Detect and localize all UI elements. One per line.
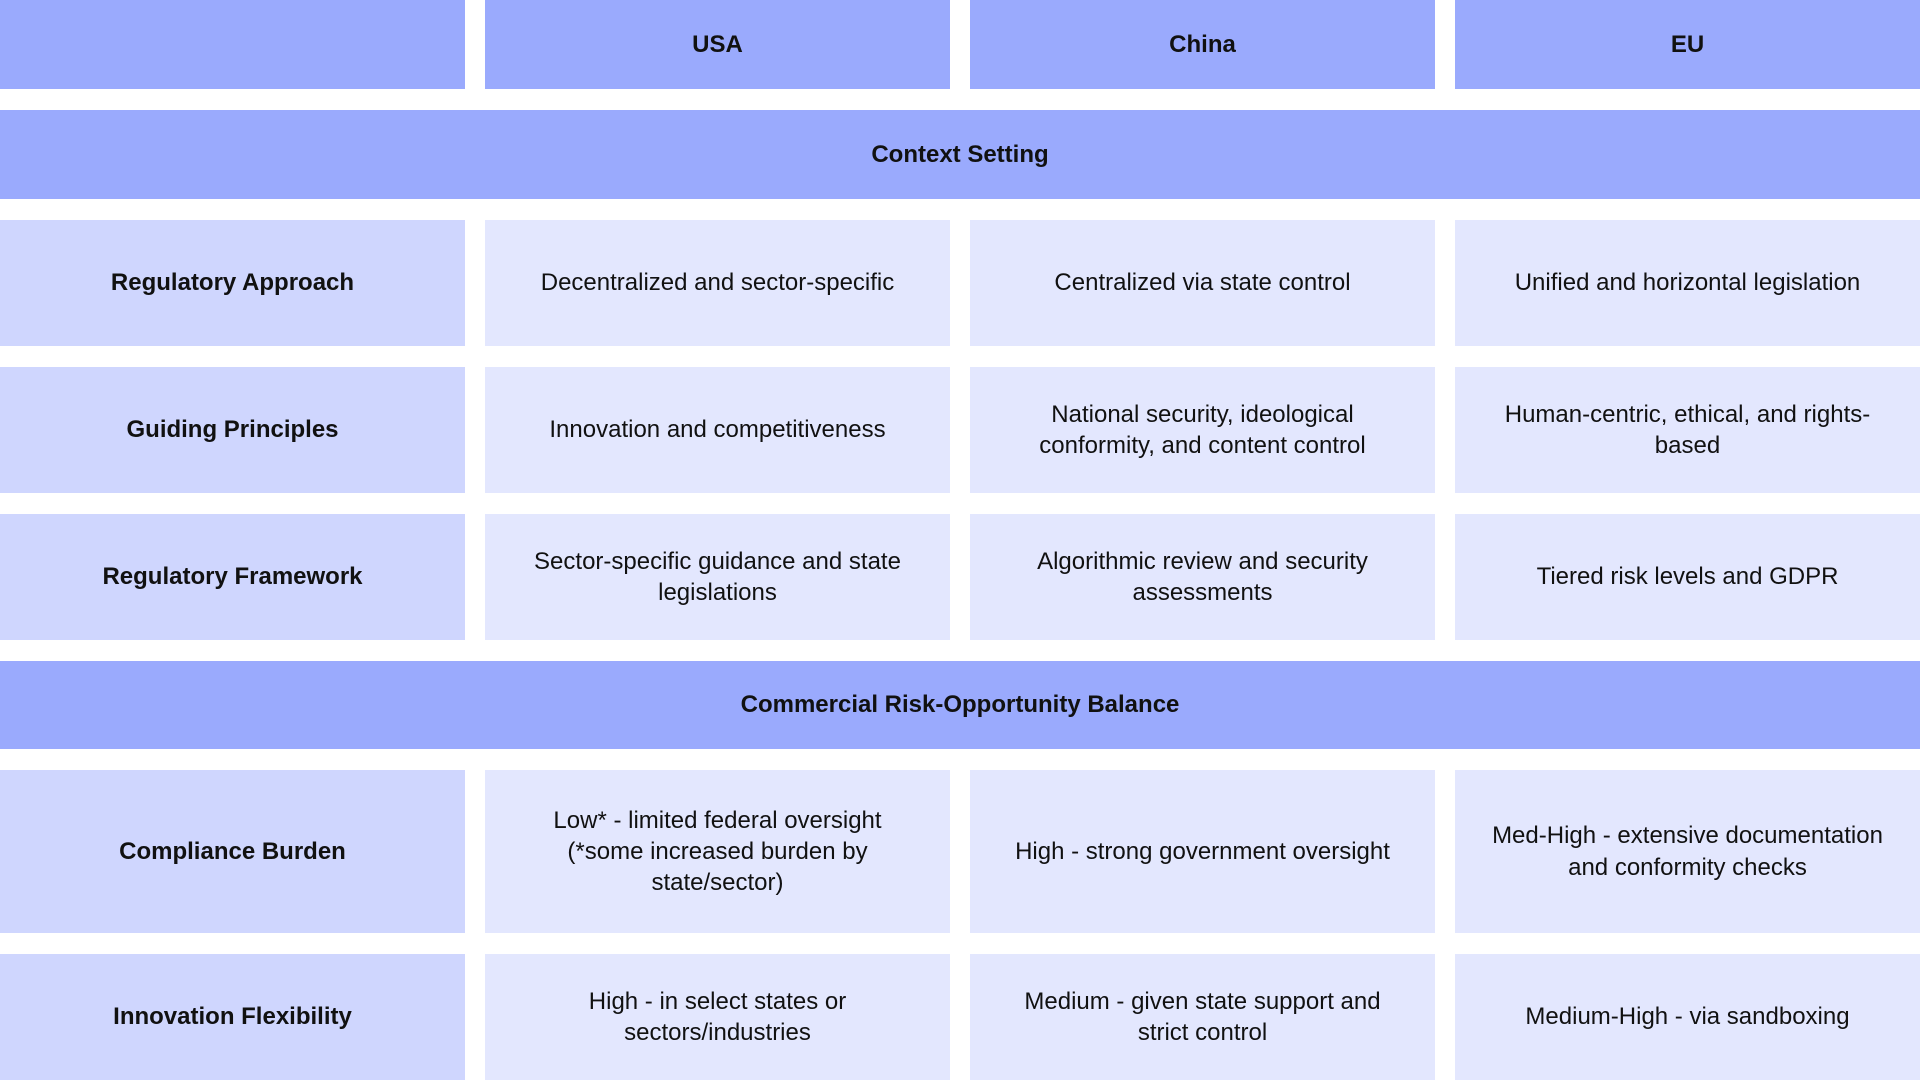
- header-corner-cell: [0, 0, 465, 89]
- column-header-usa: USA: [485, 0, 950, 89]
- cell-guiding-principles-eu: Human-centric, ethical, and rights-based: [1455, 367, 1920, 493]
- cell-regulatory-approach-china: Centralized via state control: [970, 220, 1435, 346]
- cell-regulatory-framework-eu: Tiered risk levels and GDPR: [1455, 514, 1920, 640]
- cell-innovation-flexibility-usa: High - in select states or sectors/industries: [485, 954, 950, 1080]
- row-label-guiding-principles: Guiding Principles: [0, 367, 465, 493]
- cell-regulatory-approach-usa: Decentralized and sector-specific: [485, 220, 950, 346]
- cell-compliance-burden-china: High - strong government oversight: [970, 770, 1435, 933]
- row-label-regulatory-approach: Regulatory Approach: [0, 220, 465, 346]
- section-header-context-setting: Context Setting: [0, 110, 1920, 199]
- cell-regulatory-framework-china: Algorithmic review and security assessments: [970, 514, 1435, 640]
- column-header-eu: EU: [1455, 0, 1920, 89]
- cell-compliance-burden-eu: Med-High - extensive documentation and conformity checks: [1455, 770, 1920, 933]
- row-label-compliance-burden: Compliance Burden: [0, 770, 465, 933]
- row-label-regulatory-framework: Regulatory Framework: [0, 514, 465, 640]
- cell-guiding-principles-usa: Innovation and competitiveness: [485, 367, 950, 493]
- cell-innovation-flexibility-eu: Medium-High - via sandboxing: [1455, 954, 1920, 1080]
- row-label-innovation-flexibility: Innovation Flexibility: [0, 954, 465, 1080]
- cell-regulatory-framework-usa: Sector-specific guidance and state legislations: [485, 514, 950, 640]
- section-header-commercial-risk-opportunity-balance: Commercial Risk-Opportunity Balance: [0, 661, 1920, 749]
- cell-guiding-principles-china: National security, ideological conformity, and content control: [970, 367, 1435, 493]
- column-header-china: China: [970, 0, 1435, 89]
- cell-innovation-flexibility-china: Medium - given state support and strict control: [970, 954, 1435, 1080]
- cell-regulatory-approach-eu: Unified and horizontal legislation: [1455, 220, 1920, 346]
- cell-compliance-burden-usa: Low* - limited federal oversight (*some increased burden by state/sector): [485, 770, 950, 933]
